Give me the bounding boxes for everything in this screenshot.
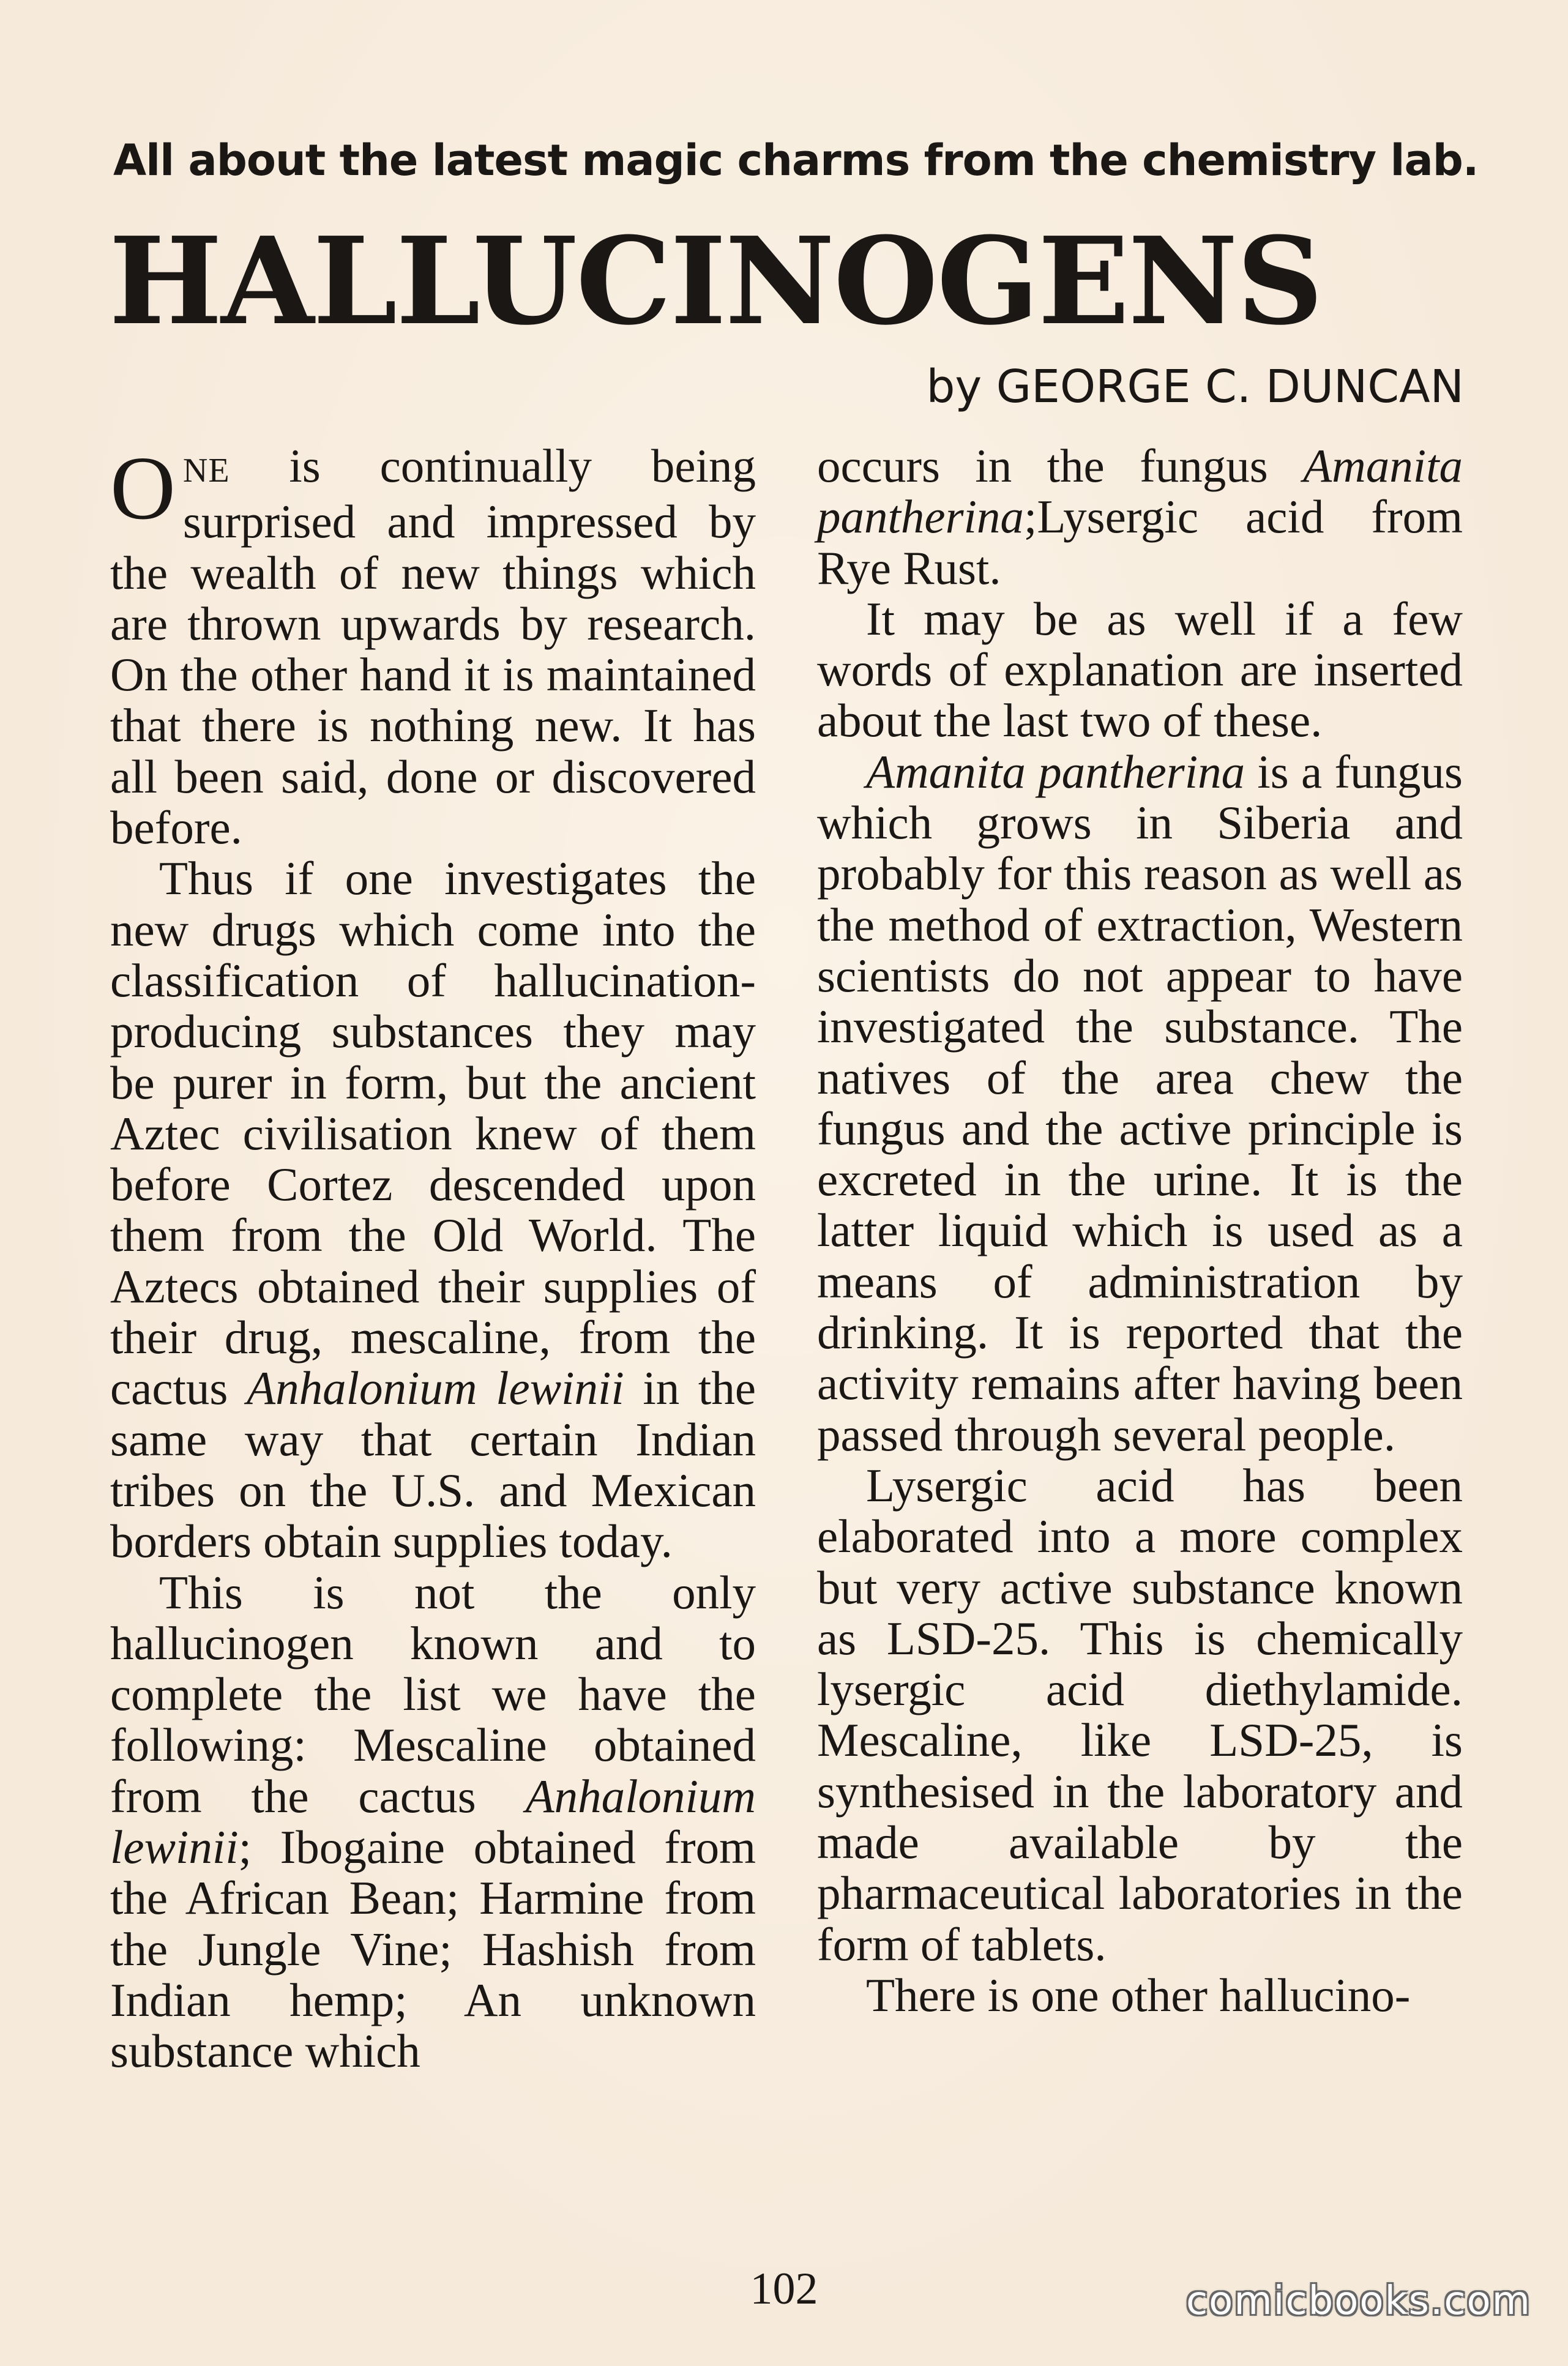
drop-cap: O — [110, 438, 176, 539]
paragraph — [110, 1567, 756, 2077]
page-number: 102 — [750, 2264, 818, 2314]
italic-text: Anhalonium lewinii — [110, 1769, 756, 1874]
watermark: comicbooks.com — [1185, 2278, 1531, 2324]
paragraph — [817, 1970, 1463, 2021]
paragraph — [817, 594, 1463, 747]
paragraph — [110, 853, 756, 1567]
article-byline: by GEORGE C. DUNCAN — [926, 360, 1464, 413]
paragraph-text: It may be as well if a few words of explanation are inserted about the last two of these. — [817, 592, 1463, 747]
paragraph — [817, 441, 1463, 594]
paragraph-text: is continually being surprised and impressed by the wealth of new things which are thrown upwards by research. On the other hand it is maintained that there is nothing new. It has all been said, done or discovered before. — [110, 439, 756, 854]
right-column — [817, 441, 1463, 2021]
paragraph — [817, 747, 1463, 1460]
italic-text: Amanita pantherina — [817, 439, 1463, 543]
italic-text: Anhalonium lewinii — [247, 1362, 624, 1415]
paragraph-text: ; Ibogaine obtained from the African Bean; Harmine from the Jungle Vine; Hashish from Indian hemp; An unknown substance which — [110, 1821, 756, 2078]
small-caps-text: NE — [182, 452, 230, 490]
paragraph-text: ;Lysergic acid from Rye Rust. — [817, 490, 1463, 594]
kicker-text: All about the latest magic charms from the chemistry lab. — [113, 135, 1479, 185]
paragraph-text: This is not the only hallucinogen known and to complete the list we have the following: Mescaline obtained from the cactus — [110, 1566, 756, 1823]
left-column — [110, 438, 756, 2078]
paragraph — [110, 438, 756, 854]
paragraph-text: Lysergic acid has been elaborated into a more complex but very active substance known as LSD-25. This is chemically lysergic acid diethylamide. Mescaline, like LSD-25, is synthesised in the laboratory and made available by the pharmaceutical laboratories in the form of tablets. — [817, 1458, 1463, 1971]
paragraph-text: is a fungus which grows in Siberia and probably for this reason as well as the method of extraction, Western scientists do not appear to have investigated the substance. The natives of the area chew the fungus and the active principle is excreted in the urine. It is the latter liquid which is used as a means of administration by drinking. It is reported that the activity remains after having been passed through several people. — [817, 745, 1463, 1461]
italic-text: Amanita pantherina — [866, 745, 1245, 798]
paragraph — [817, 1460, 1463, 1970]
paragraph-text: occurs in the fungus — [817, 439, 1304, 492]
paragraph-text: There is one other hallucino- — [866, 1968, 1411, 2021]
paragraph-text: in the same way that certain Indian tribes on the U.S. and Mexican borders obtain supplies today. — [110, 1362, 756, 1568]
article-headline: HALLUCINOGENS — [109, 211, 1323, 352]
paragraph-text: Thus if one investigates the new drugs which come into the classification of hallucination-producing substances they may be purer in form, but the ancient Aztec civilisation knew of them before Cortez descended upon them from the Old World. The Aztecs obtained their supplies of their drug, mescaline, from the cactus — [110, 852, 756, 1415]
